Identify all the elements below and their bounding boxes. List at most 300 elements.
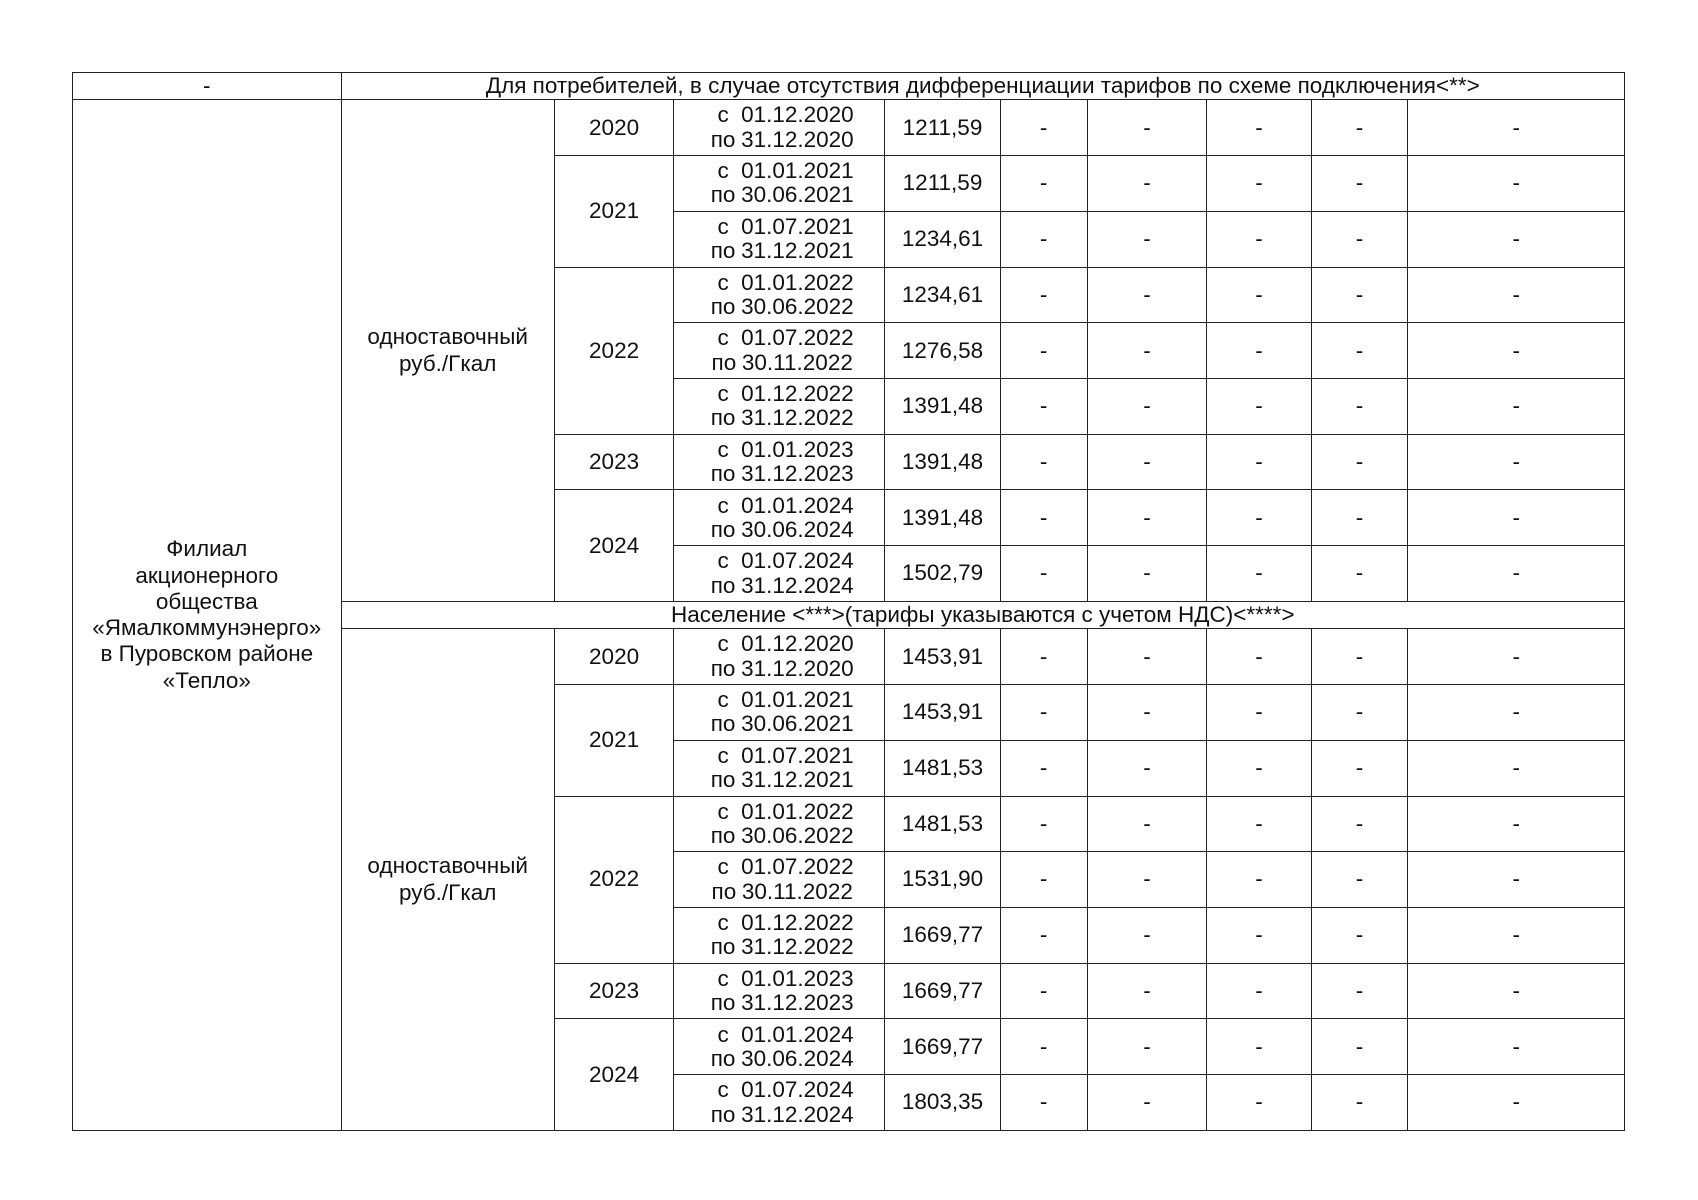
dash-text: - <box>1512 922 1520 948</box>
empty-dash-cell <box>1087 211 1207 267</box>
period-from-date: 01.01.2022 <box>741 798 854 824</box>
year-cell <box>554 796 674 963</box>
period-cell <box>674 740 885 796</box>
dash-text: - <box>1039 866 1048 892</box>
dash-text: - <box>1143 754 1151 780</box>
period-from-date: 01.01.2022 <box>741 269 854 295</box>
empty-dash-cell <box>1087 1019 1207 1075</box>
period-from-word: с <box>717 1077 729 1103</box>
empty-dash-cell <box>1000 796 1087 852</box>
period-from-word: с <box>717 742 729 768</box>
dash-text: - <box>1255 866 1263 892</box>
empty-dash-cell <box>1207 434 1311 490</box>
year-cell <box>554 267 674 434</box>
period-from-word: с <box>717 965 729 991</box>
period-from-date: 01.01.2023 <box>741 436 854 462</box>
dash-text: - <box>1143 504 1151 530</box>
empty-dash-cell <box>1311 907 1408 963</box>
dash-text: - <box>1355 699 1364 725</box>
empty-dash-cell <box>1207 629 1311 685</box>
period-to-date: 31.12.2023 <box>741 990 854 1016</box>
dash-text: - <box>1255 448 1263 474</box>
period-to-word: по <box>710 461 736 487</box>
dash-text: - <box>1355 810 1364 836</box>
empty-dash-cell <box>1087 434 1207 490</box>
year-label: 2020 <box>589 643 640 669</box>
empty-dash-cell <box>1087 629 1207 685</box>
dash-text: - <box>1355 560 1364 586</box>
dash-text: - <box>1355 170 1364 196</box>
empty-dash-cell <box>1207 211 1311 267</box>
dash-text: - <box>1512 560 1520 586</box>
year-cell <box>554 629 674 685</box>
period-cell <box>674 546 885 602</box>
dash-text: - <box>1255 560 1263 586</box>
empty-dash-cell <box>1207 156 1311 212</box>
dash-text: - <box>1512 337 1520 363</box>
empty-dash-cell <box>1408 963 1625 1019</box>
period-to-word: по <box>710 572 736 598</box>
empty-dash-cell <box>1000 629 1087 685</box>
period-to-date: 31.12.2024 <box>741 1101 854 1127</box>
dash-text: - <box>1039 114 1048 140</box>
period-from-date: 01.07.2021 <box>741 213 854 239</box>
empty-dash-cell <box>1311 267 1408 323</box>
period-cell <box>674 267 885 323</box>
empty-dash-cell <box>1207 796 1311 852</box>
empty-dash-cell <box>1207 852 1311 908</box>
empty-dash-cell <box>1207 907 1311 963</box>
dash-text: - <box>1255 754 1263 780</box>
period-to-date: 31.12.2021 <box>741 767 854 793</box>
period-to-date: 30.06.2024 <box>741 1045 854 1071</box>
tariff-value: 1391,48 <box>901 448 984 474</box>
dash-text: - <box>1143 170 1151 196</box>
year-cell <box>554 963 674 1019</box>
year-label: 2021 <box>589 727 640 753</box>
period-to-word: по <box>710 990 736 1016</box>
period-from-word: с <box>717 687 729 713</box>
period-to-word: по <box>710 934 736 960</box>
year-cell <box>554 100 674 156</box>
empty-dash-cell <box>1408 490 1625 546</box>
organization-name-line: общества <box>155 588 258 614</box>
period-to-date: 31.12.2022 <box>741 405 854 431</box>
empty-dash-cell <box>1311 629 1408 685</box>
dash-text: - <box>1255 977 1263 1003</box>
dash-text: - <box>1255 337 1263 363</box>
tariff-value: 1669,77 <box>901 1033 984 1059</box>
dash-text: - <box>1355 866 1364 892</box>
year-label: 2020 <box>589 114 640 140</box>
empty-dash-cell <box>1408 1075 1625 1131</box>
dash-text: - <box>1143 810 1151 836</box>
dash-text: - <box>1143 922 1151 948</box>
year-label: 2024 <box>589 1061 640 1087</box>
period-to-word: по <box>710 1045 736 1071</box>
dash-text: - <box>1355 977 1364 1003</box>
tariff-value-cell <box>885 211 1000 267</box>
header-dash-cell <box>73 73 342 100</box>
tariff-value-cell <box>885 907 1000 963</box>
empty-dash-cell <box>1207 323 1311 379</box>
table-row <box>73 100 1625 156</box>
dash-text: - <box>1039 922 1048 948</box>
dash-text: - <box>1255 504 1263 530</box>
tariff-value-cell <box>885 1019 1000 1075</box>
empty-dash-cell <box>1207 379 1311 435</box>
dash-text: - <box>1355 448 1364 474</box>
period-cell <box>674 963 885 1019</box>
empty-dash-cell <box>1311 546 1408 602</box>
period-from-word: с <box>717 1021 729 1047</box>
empty-dash-cell <box>1311 963 1408 1019</box>
empty-dash-cell <box>1087 963 1207 1019</box>
section-header-row <box>73 73 1625 100</box>
dash-text: - <box>1255 393 1263 419</box>
period-from-word: с <box>717 798 729 824</box>
period-to-word: по <box>710 711 736 737</box>
empty-dash-cell <box>1408 100 1625 156</box>
dash-text: - <box>1512 810 1520 836</box>
empty-dash-cell <box>1311 1019 1408 1075</box>
dash-text: - <box>1512 643 1520 669</box>
period-from-word: с <box>717 269 729 295</box>
tariff-value-cell <box>885 156 1000 212</box>
empty-dash-cell <box>1207 740 1311 796</box>
year-label: 2024 <box>589 532 640 558</box>
empty-dash-cell <box>1408 546 1625 602</box>
period-to-word: по <box>710 238 736 264</box>
organization-name-line: в Пуровском районе <box>100 641 314 667</box>
dash-text: - <box>1143 977 1151 1003</box>
period-cell <box>674 156 885 212</box>
empty-dash-cell <box>1408 907 1625 963</box>
period-from-date: 01.07.2022 <box>741 325 854 351</box>
dash-text: - <box>1512 866 1520 892</box>
period-to-date: 30.06.2022 <box>741 822 854 848</box>
dash-text: - <box>1039 170 1048 196</box>
period-cell <box>674 323 885 379</box>
dash-text: - <box>1255 643 1263 669</box>
empty-dash-cell <box>1087 796 1207 852</box>
empty-dash-cell <box>1087 852 1207 908</box>
empty-dash-cell <box>1311 156 1408 212</box>
tariff-value-cell <box>885 379 1000 435</box>
period-to-word: по <box>710 516 736 542</box>
dash-text: - <box>1143 1089 1151 1115</box>
tariff-value: 1481,53 <box>901 754 984 780</box>
period-from-word: с <box>717 631 729 657</box>
period-from-date: 01.12.2022 <box>741 381 854 407</box>
period-from-date: 01.07.2021 <box>741 742 854 768</box>
dash-text: - <box>1143 393 1151 419</box>
empty-dash-cell <box>1000 267 1087 323</box>
dash-text: - <box>1039 337 1048 363</box>
dash-text: - <box>1143 281 1151 307</box>
dash-text: - <box>1039 1089 1048 1115</box>
empty-dash-cell <box>1000 100 1087 156</box>
dash-text: - <box>1355 1089 1364 1115</box>
empty-dash-cell <box>1408 156 1625 212</box>
tariff-value: 1234,61 <box>901 226 984 252</box>
organization-name-line: Филиал <box>166 536 248 562</box>
year-label: 2021 <box>589 198 640 224</box>
dash-text: - <box>1039 977 1048 1003</box>
empty-dash-cell <box>1311 100 1408 156</box>
dash-text: - <box>1039 560 1048 586</box>
period-from-date: 01.01.2024 <box>741 1021 854 1047</box>
tariff-value: 1531,90 <box>901 866 984 892</box>
section-header-cell <box>341 73 1624 100</box>
period-cell <box>674 1075 885 1131</box>
period-to-date: 30.06.2021 <box>741 182 854 208</box>
rate-type-line: одноставочный <box>367 324 528 350</box>
empty-dash-cell <box>1000 685 1087 741</box>
empty-dash-cell <box>1087 546 1207 602</box>
tariff-value-cell <box>885 490 1000 546</box>
dash-text: - <box>1143 866 1151 892</box>
empty-dash-cell <box>1311 211 1408 267</box>
period-from-word: с <box>717 325 729 351</box>
period-to-date: 31.12.2022 <box>741 934 854 960</box>
period-from-date: 01.01.2023 <box>741 965 854 991</box>
period-from-date: 01.01.2021 <box>741 158 854 184</box>
period-to-date: 31.12.2020 <box>741 655 854 681</box>
organization-cell <box>73 100 342 1131</box>
period-cell <box>674 1019 885 1075</box>
tariff-value: 1391,48 <box>901 393 984 419</box>
empty-dash-cell <box>1207 1019 1311 1075</box>
period-to-word: по <box>710 126 736 152</box>
period-from-word: с <box>717 436 729 462</box>
empty-dash-cell <box>1408 740 1625 796</box>
tariff-value: 1211,59 <box>902 114 983 140</box>
empty-dash-cell <box>1408 852 1625 908</box>
empty-dash-cell <box>1000 1019 1087 1075</box>
period-from-word: с <box>717 910 729 936</box>
empty-dash-cell <box>1207 685 1311 741</box>
period-to-date: 31.12.2021 <box>741 238 854 264</box>
period-to-date: 30.11.2022 <box>741 878 853 904</box>
empty-dash-cell <box>1087 490 1207 546</box>
period-from-date: 01.12.2022 <box>741 910 854 936</box>
empty-dash-cell <box>1087 907 1207 963</box>
dash-text: - <box>1039 281 1048 307</box>
empty-dash-cell <box>1311 323 1408 379</box>
period-cell <box>674 490 885 546</box>
period-cell <box>674 100 885 156</box>
year-label: 2023 <box>589 977 640 1003</box>
section-header-text: Население <***>(тарифы указываются с учетом НДС)<****> <box>671 601 1295 627</box>
dash-text: - <box>1039 699 1048 725</box>
period-from-date: 01.12.2020 <box>741 102 854 128</box>
dash-text: - <box>1512 699 1520 725</box>
dash-text: - <box>1039 226 1048 252</box>
dash-text: - <box>1255 281 1263 307</box>
tariff-value: 1234,61 <box>901 281 984 307</box>
period-to-word: по <box>710 822 736 848</box>
dash-text: - <box>1143 448 1151 474</box>
empty-dash-cell <box>1087 156 1207 212</box>
dash-text: - <box>1039 643 1048 669</box>
dash-text: - <box>1355 281 1364 307</box>
period-from-date: 01.07.2024 <box>741 1077 854 1103</box>
empty-dash-cell <box>1000 740 1087 796</box>
empty-dash-cell <box>1000 1075 1087 1131</box>
dash-text: - <box>1255 170 1263 196</box>
tariff-value-cell <box>885 796 1000 852</box>
empty-dash-cell <box>1311 379 1408 435</box>
period-cell <box>674 629 885 685</box>
empty-dash-cell <box>1408 379 1625 435</box>
period-to-word: по <box>710 767 736 793</box>
empty-dash-cell <box>1207 546 1311 602</box>
dash-text: - <box>1255 699 1263 725</box>
tariff-value: 1276,58 <box>901 337 984 363</box>
tariff-table <box>72 72 1625 1131</box>
empty-dash-cell <box>1311 852 1408 908</box>
empty-dash-cell <box>1408 796 1625 852</box>
empty-dash-cell <box>1000 490 1087 546</box>
period-from-word: с <box>717 102 729 128</box>
dash-text: - <box>1355 393 1364 419</box>
dash-text: - <box>1255 810 1263 836</box>
organization-name-line: акционерного <box>135 562 279 588</box>
period-to-date: 30.06.2022 <box>741 293 854 319</box>
period-from-date: 01.12.2020 <box>741 631 854 657</box>
empty-dash-cell <box>1000 211 1087 267</box>
tariff-value-cell <box>885 963 1000 1019</box>
dash-text: - <box>1512 504 1520 530</box>
empty-dash-cell <box>1311 490 1408 546</box>
section-header-text: Для потребителей, в случае отсутствия дифференциации тарифов по схеме подключения<**> <box>485 73 1480 99</box>
empty-dash-cell <box>1000 963 1087 1019</box>
dash-text: - <box>1355 922 1364 948</box>
empty-dash-cell <box>1087 323 1207 379</box>
period-to-word: по <box>710 293 736 319</box>
dash-text: - <box>1355 1033 1364 1059</box>
tariff-value: 1669,77 <box>901 977 984 1003</box>
empty-dash-cell <box>1087 100 1207 156</box>
empty-dash-cell <box>1087 267 1207 323</box>
table-body <box>73 73 1625 1131</box>
period-to-date: 31.12.2023 <box>741 461 854 487</box>
dash-text: - <box>1355 226 1364 252</box>
dash-text: - <box>1143 560 1151 586</box>
period-from-date: 01.07.2022 <box>741 854 854 880</box>
empty-dash-cell <box>1408 211 1625 267</box>
dash-text: - <box>1039 393 1048 419</box>
dash-text: - <box>1512 393 1520 419</box>
empty-dash-cell <box>1000 907 1087 963</box>
period-cell <box>674 685 885 741</box>
tariff-value: 1211,59 <box>902 170 983 196</box>
dash-text: - <box>1039 448 1048 474</box>
dash-text: - <box>1143 699 1151 725</box>
period-cell <box>674 434 885 490</box>
rate-type-cell <box>341 629 554 1131</box>
organization-name-line: «Тепло» <box>162 667 251 693</box>
year-cell <box>554 156 674 267</box>
period-cell <box>674 211 885 267</box>
dash-text: - <box>1255 1089 1263 1115</box>
empty-dash-cell <box>1087 379 1207 435</box>
period-to-date: 30.11.2022 <box>741 349 853 375</box>
empty-dash-cell <box>1408 685 1625 741</box>
period-from-word: с <box>717 213 729 239</box>
empty-dash-cell <box>1087 740 1207 796</box>
period-to-word: по <box>710 405 736 431</box>
dash-text: - <box>1143 337 1151 363</box>
tariff-value: 1502,79 <box>901 560 984 586</box>
tariff-value: 1481,53 <box>901 810 984 836</box>
tariff-value: 1453,91 <box>901 699 984 725</box>
dash-text: - <box>203 73 211 99</box>
dash-text: - <box>1039 1033 1048 1059</box>
empty-dash-cell <box>1408 323 1625 379</box>
period-to-word: по <box>711 878 737 904</box>
tariff-value-cell <box>885 267 1000 323</box>
empty-dash-cell <box>1000 379 1087 435</box>
tariff-value-cell <box>885 100 1000 156</box>
dash-text: - <box>1355 114 1364 140</box>
dash-text: - <box>1039 754 1048 780</box>
period-from-word: с <box>717 381 729 407</box>
period-to-date: 30.06.2021 <box>741 711 854 737</box>
dash-text: - <box>1355 337 1364 363</box>
dash-text: - <box>1512 977 1520 1003</box>
dash-text: - <box>1255 922 1263 948</box>
tariff-value: 1669,77 <box>901 922 984 948</box>
tariff-value: 1391,48 <box>901 504 984 530</box>
empty-dash-cell <box>1000 546 1087 602</box>
period-cell <box>674 852 885 908</box>
tariff-value-cell <box>885 546 1000 602</box>
empty-dash-cell <box>1311 796 1408 852</box>
empty-dash-cell <box>1408 629 1625 685</box>
rate-type-cell <box>341 100 554 602</box>
dash-text: - <box>1255 226 1263 252</box>
empty-dash-cell <box>1311 685 1408 741</box>
dash-text: - <box>1512 226 1520 252</box>
tariff-value-cell <box>885 434 1000 490</box>
empty-dash-cell <box>1000 323 1087 379</box>
dash-text: - <box>1255 114 1263 140</box>
year-label: 2022 <box>589 337 640 363</box>
period-from-date: 01.07.2024 <box>741 548 854 574</box>
tariff-value-cell <box>885 629 1000 685</box>
year-label: 2023 <box>589 448 640 474</box>
year-cell <box>554 685 674 796</box>
dash-text: - <box>1512 1033 1520 1059</box>
empty-dash-cell <box>1087 1075 1207 1131</box>
dash-text: - <box>1355 504 1364 530</box>
tariff-value-cell <box>885 740 1000 796</box>
dash-text: - <box>1512 754 1520 780</box>
organization-name-line: «Ямалкоммунэнерго» <box>92 615 322 641</box>
rate-unit-line: руб./Гкал <box>399 879 497 905</box>
period-from-date: 01.01.2024 <box>741 492 854 518</box>
dash-text: - <box>1355 643 1364 669</box>
empty-dash-cell <box>1207 1075 1311 1131</box>
empty-dash-cell <box>1408 267 1625 323</box>
rate-type-line: одноставочный <box>367 853 528 879</box>
period-cell <box>674 796 885 852</box>
empty-dash-cell <box>1000 852 1087 908</box>
empty-dash-cell <box>1408 1019 1625 1075</box>
period-to-word: по <box>710 182 736 208</box>
